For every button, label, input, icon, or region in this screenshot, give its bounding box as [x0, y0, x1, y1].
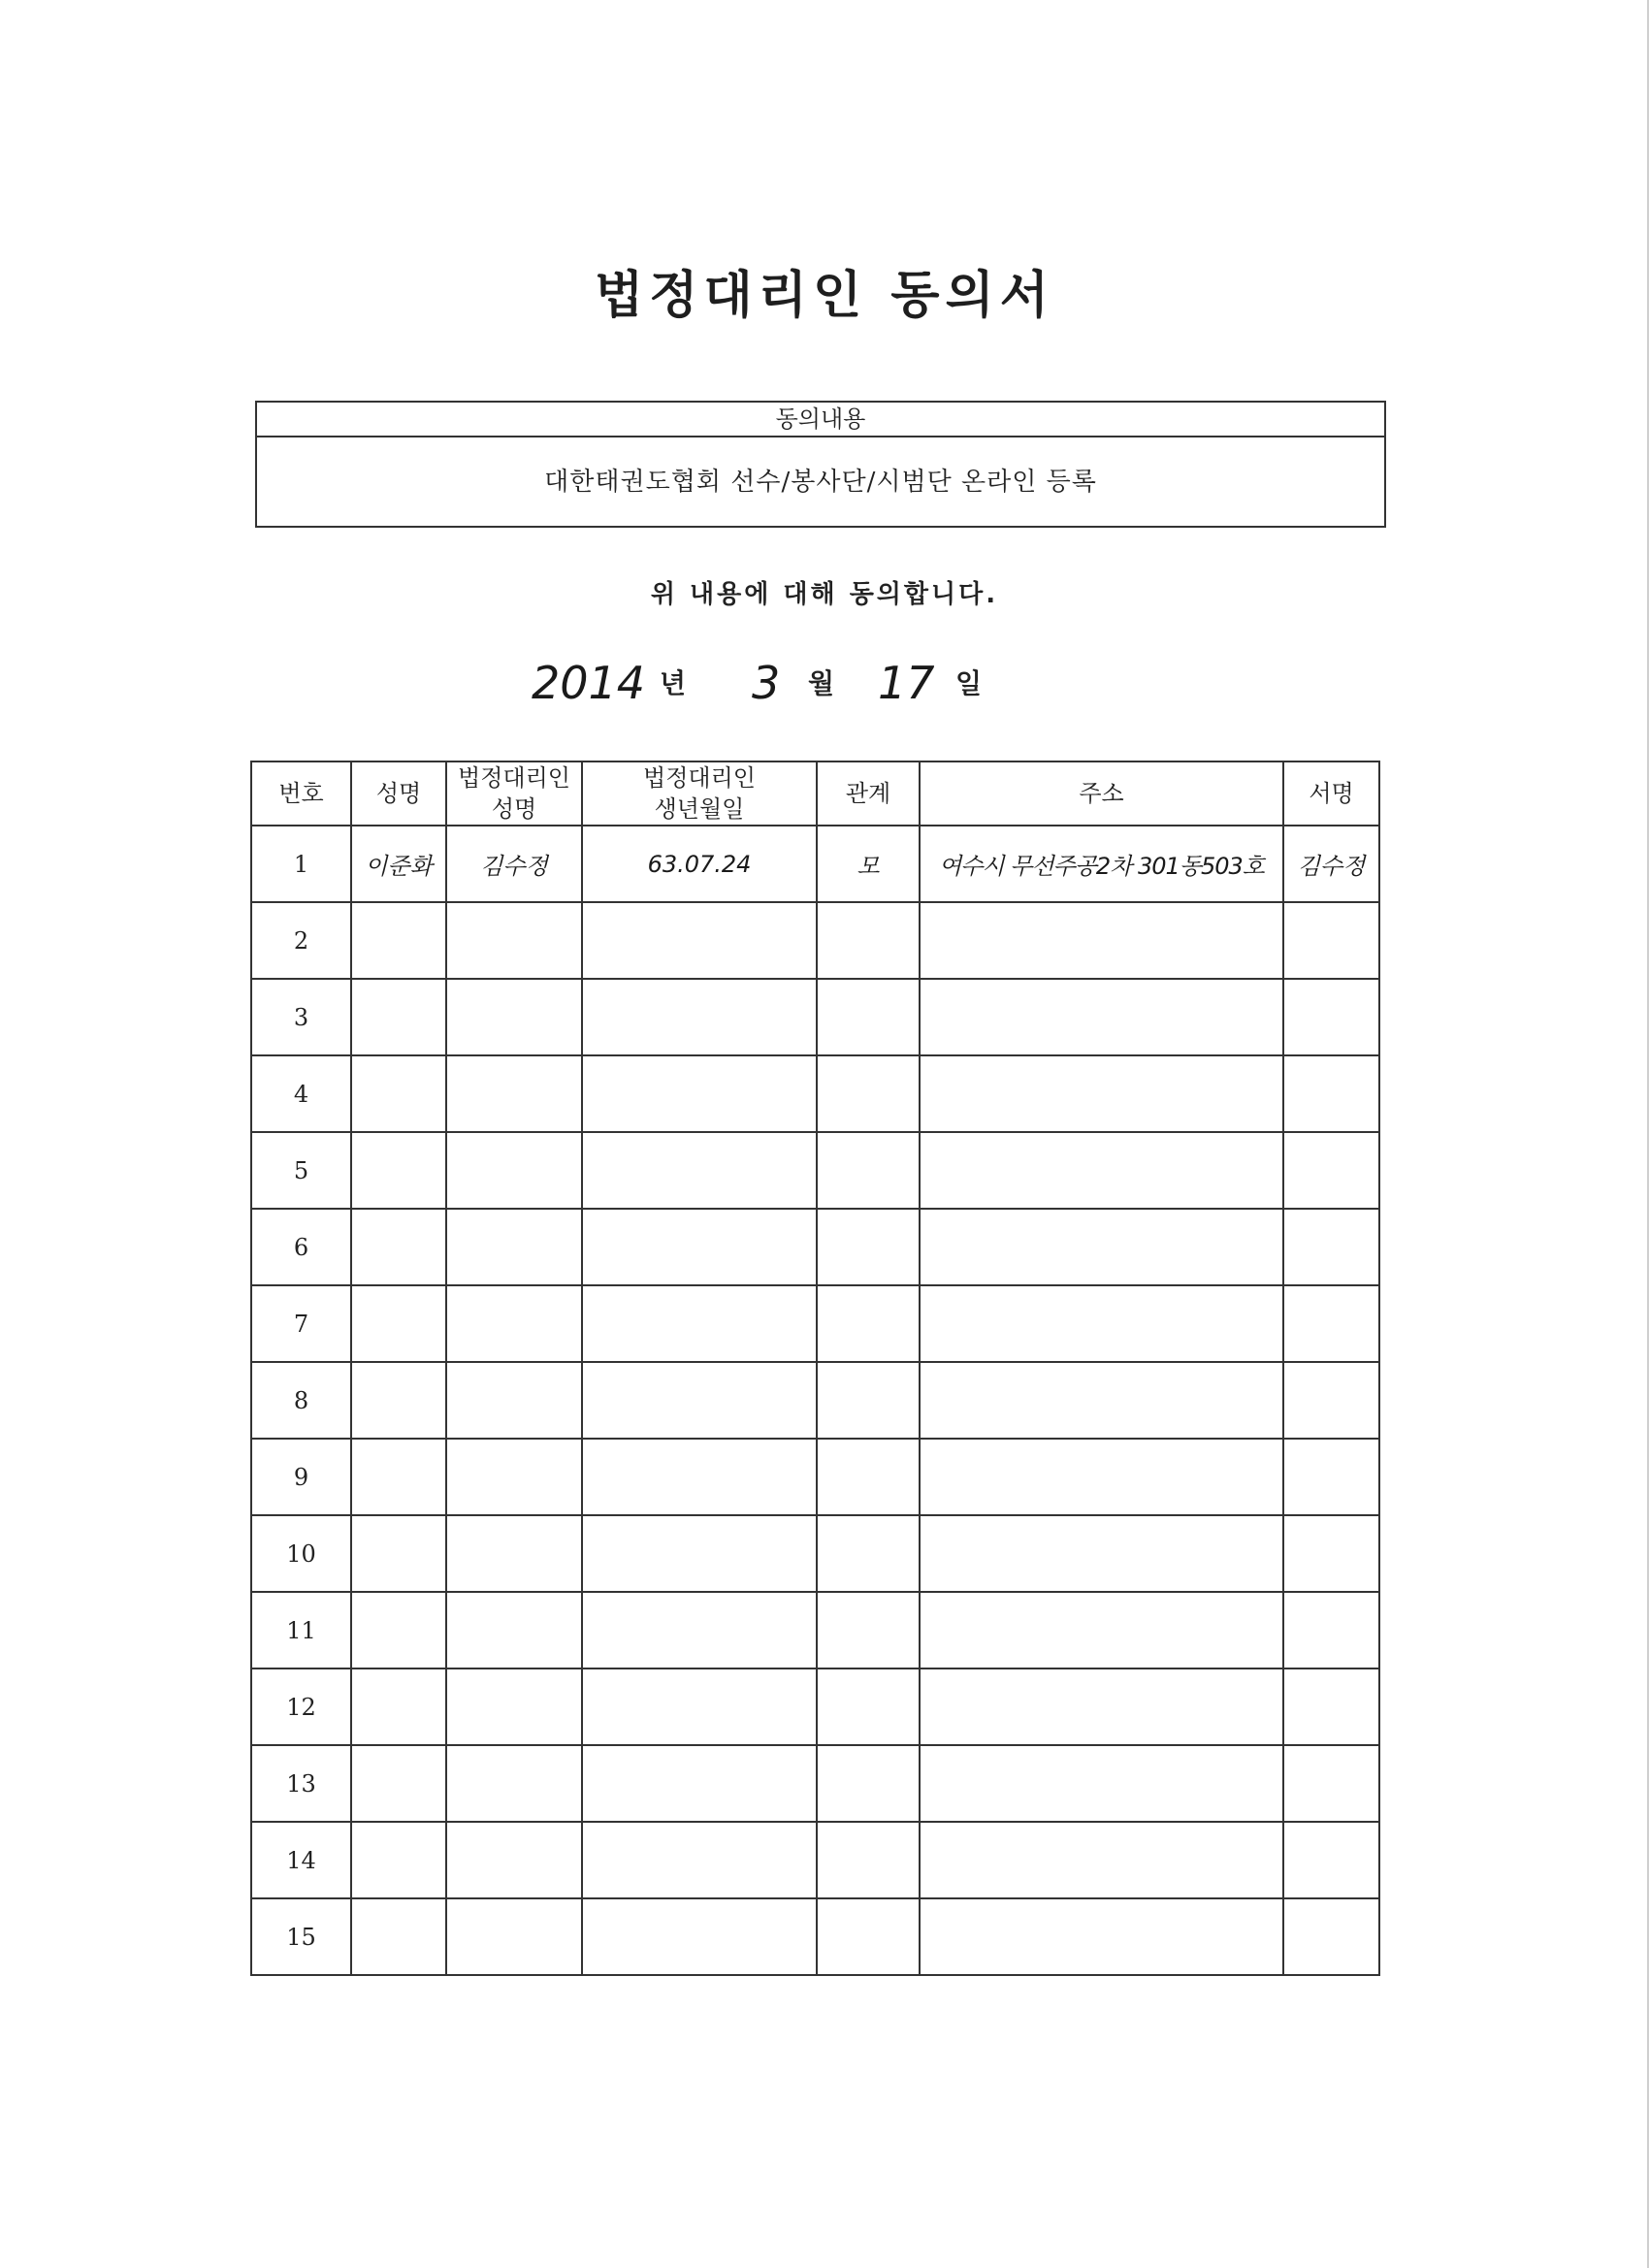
cell-no: 9: [251, 1439, 351, 1515]
table-row: [251, 1592, 1379, 1669]
cell-name: [351, 902, 446, 979]
cell-guardian-name: [446, 1745, 582, 1822]
document-title: 법정대리인 동의서: [595, 267, 1054, 325]
cell-guardian-name: [446, 1592, 582, 1669]
header-guardian-birth: 법정대리인 생년월일: [582, 761, 817, 826]
cell-no: 13: [251, 1745, 351, 1822]
cell-signature: [1283, 1822, 1379, 1898]
cell-signature: [1283, 1132, 1379, 1209]
cell-address: [920, 979, 1283, 1055]
cell-signature: [1283, 1439, 1379, 1515]
cell-relation: [817, 1362, 920, 1439]
header-guardian-name: 법정대리인 성명: [446, 761, 582, 826]
cell-relation: 모: [817, 826, 920, 902]
cell-name: [351, 1439, 446, 1515]
cell-name: [351, 1745, 446, 1822]
table-row: [251, 1209, 1379, 1285]
cell-relation: [817, 902, 920, 979]
cell-address: [920, 1132, 1283, 1209]
cell-signature: [1283, 1285, 1379, 1362]
header-name: 성명: [351, 761, 446, 826]
date-line: [0, 655, 1649, 713]
cell-relation: [817, 1592, 920, 1669]
date-year-handwritten: 2014: [532, 657, 646, 709]
cell-no: 11: [251, 1592, 351, 1669]
cell-address: [920, 1285, 1283, 1362]
cell-guardian-name: 김수정: [446, 826, 582, 902]
cell-name: [351, 1822, 446, 1898]
agreement-text: 위 내용에 대해 동의합니다.: [650, 580, 999, 609]
cell-guardian-birth: [582, 1592, 817, 1669]
cell-guardian-birth: [582, 1439, 817, 1515]
cell-signature: [1283, 1362, 1379, 1439]
table-row: [251, 1898, 1379, 1975]
cell-name: [351, 1515, 446, 1592]
cell-guardian-birth: [582, 1055, 817, 1132]
cell-no: 10: [251, 1515, 351, 1592]
cell-address: [920, 1745, 1283, 1822]
cell-guardian-birth: [582, 1132, 817, 1209]
table-row: [251, 1285, 1379, 1362]
table-row: [251, 1439, 1379, 1515]
consent-header: 동의내용: [257, 403, 1384, 437]
cell-guardian-name: [446, 1822, 582, 1898]
cell-name: 이준화: [351, 826, 446, 902]
table-row: [251, 1745, 1379, 1822]
table-row: [251, 1669, 1379, 1745]
cell-guardian-birth: [582, 1515, 817, 1592]
cell-guardian-name: [446, 1055, 582, 1132]
cell-name: [351, 1362, 446, 1439]
cell-guardian-name: [446, 1285, 582, 1362]
table-row: [251, 1055, 1379, 1132]
header-signature: 서명: [1283, 761, 1379, 826]
cell-guardian-name: [446, 1898, 582, 1975]
cell-no: 3: [251, 979, 351, 1055]
cell-guardian-name: [446, 902, 582, 979]
cell-signature: [1283, 1745, 1379, 1822]
cell-no: 7: [251, 1285, 351, 1362]
cell-name: [351, 1592, 446, 1669]
header-address: 주소: [920, 761, 1283, 826]
cell-address: [920, 1822, 1283, 1898]
cell-relation: [817, 1439, 920, 1515]
cell-guardian-name: [446, 1132, 582, 1209]
cell-relation: [817, 1898, 920, 1975]
table-row: [251, 1515, 1379, 1592]
cell-guardian-birth: [582, 1209, 817, 1285]
cell-no: 15: [251, 1898, 351, 1975]
cell-guardian-name: [446, 1362, 582, 1439]
cell-address: [920, 1439, 1283, 1515]
cell-no: 2: [251, 902, 351, 979]
cell-guardian-name: [446, 1439, 582, 1515]
cell-guardian-name: [446, 1669, 582, 1745]
cell-guardian-birth: [582, 1362, 817, 1439]
cell-address: [920, 1055, 1283, 1132]
cell-relation: [817, 1515, 920, 1592]
cell-address: [920, 1898, 1283, 1975]
cell-no: 5: [251, 1132, 351, 1209]
cell-no: 12: [251, 1669, 351, 1745]
cell-relation: [817, 1055, 920, 1132]
cell-guardian-birth: [582, 1822, 817, 1898]
cell-name: [351, 1285, 446, 1362]
cell-guardian-birth: [582, 979, 817, 1055]
table-header-row: [251, 761, 1379, 826]
table-row: [251, 1362, 1379, 1439]
cell-guardian-birth: [582, 1898, 817, 1975]
cell-guardian-birth: [582, 1745, 817, 1822]
cell-name: [351, 1898, 446, 1975]
cell-signature: [1283, 979, 1379, 1055]
cell-name: [351, 1055, 446, 1132]
cell-relation: [817, 1132, 920, 1209]
cell-no: 6: [251, 1209, 351, 1285]
table-row: [251, 1132, 1379, 1209]
table-row: [251, 979, 1379, 1055]
date-year-unit: 년: [660, 667, 687, 699]
cell-signature: [1283, 1592, 1379, 1669]
cell-name: [351, 1132, 446, 1209]
cell-guardian-birth: 63.07.24: [582, 826, 817, 902]
cell-relation: [817, 979, 920, 1055]
roster-table: [250, 761, 1380, 1976]
cell-signature: [1283, 1209, 1379, 1285]
cell-signature: [1283, 902, 1379, 979]
cell-guardian-name: [446, 1209, 582, 1285]
cell-relation: [817, 1285, 920, 1362]
cell-signature: [1283, 1515, 1379, 1592]
cell-name: [351, 1669, 446, 1745]
date-month-handwritten: 3: [752, 657, 781, 709]
header-relation: 관계: [817, 761, 920, 826]
date-day-handwritten: 17: [878, 657, 935, 709]
cell-address: [920, 1515, 1283, 1592]
cell-signature: [1283, 1669, 1379, 1745]
cell-guardian-name: [446, 1515, 582, 1592]
cell-address: [920, 1592, 1283, 1669]
cell-name: [351, 979, 446, 1055]
cell-guardian-birth: [582, 1669, 817, 1745]
consent-box: [255, 401, 1386, 528]
cell-signature: [1283, 1898, 1379, 1975]
cell-guardian-name: [446, 979, 582, 1055]
cell-signature: [1283, 1055, 1379, 1132]
table-row: [251, 902, 1379, 979]
cell-no: 4: [251, 1055, 351, 1132]
cell-relation: [817, 1209, 920, 1285]
cell-no: 8: [251, 1362, 351, 1439]
cell-name: [351, 1209, 446, 1285]
cell-address: [920, 1669, 1283, 1745]
cell-address: 여수시 무선주공2차 301동503호: [920, 826, 1283, 902]
date-month-unit: 월: [808, 667, 835, 699]
cell-relation: [817, 1822, 920, 1898]
cell-signature: 김수정: [1283, 826, 1379, 902]
header-no: 번호: [251, 761, 351, 826]
date-day-unit: 일: [955, 667, 983, 699]
cell-address: [920, 1209, 1283, 1285]
cell-no: 14: [251, 1822, 351, 1898]
cell-address: [920, 1362, 1283, 1439]
cell-relation: [817, 1669, 920, 1745]
cell-no: 1: [251, 826, 351, 902]
cell-address: [920, 902, 1283, 979]
cell-guardian-birth: [582, 902, 817, 979]
cell-guardian-birth: [582, 1285, 817, 1362]
table-row: [251, 826, 1379, 902]
cell-relation: [817, 1745, 920, 1822]
table-row: [251, 1822, 1379, 1898]
consent-body: 대한태권도협회 선수/봉사단/시범단 온라인 등록: [544, 468, 1097, 497]
